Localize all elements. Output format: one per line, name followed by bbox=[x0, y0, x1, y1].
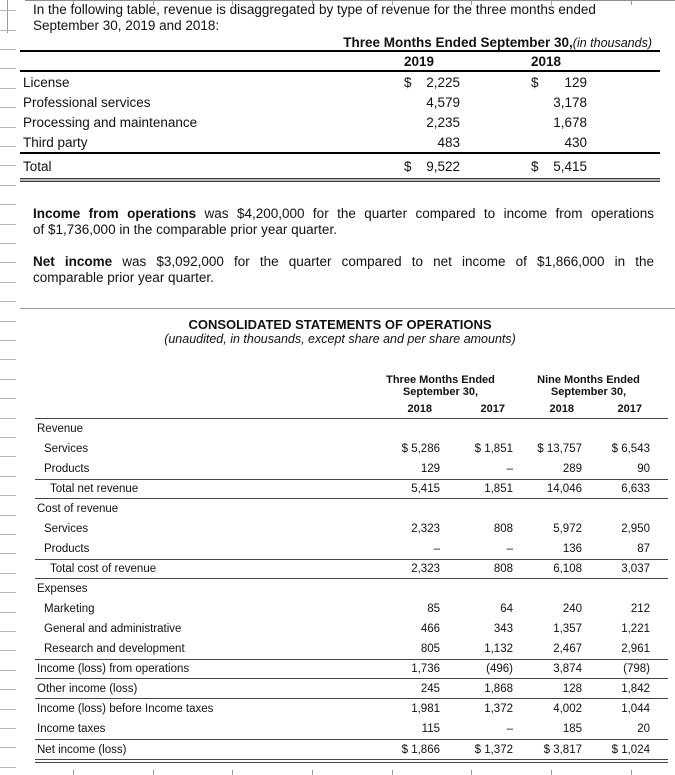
table-cell: 64 bbox=[500, 603, 513, 615]
row-label: Total net revenue bbox=[50, 483, 139, 495]
year-header: 2018 bbox=[549, 402, 574, 415]
cell-value: 483 bbox=[437, 134, 460, 150]
margin-ruled-line bbox=[0, 146, 16, 147]
column-tick-bottom bbox=[312, 770, 313, 775]
margin-ruled-line bbox=[0, 204, 16, 205]
year-column-2019: 2019 bbox=[404, 53, 435, 69]
table-cell: 128 bbox=[562, 682, 582, 695]
cell-value: 2,225 bbox=[426, 74, 460, 90]
cell-value: 129 bbox=[564, 74, 587, 90]
margin-ruled-line bbox=[0, 282, 16, 283]
section-header-row bbox=[35, 499, 668, 519]
table-row bbox=[35, 459, 668, 479]
margin-ruled-line bbox=[0, 88, 16, 89]
row-label: Processing and maintenance bbox=[23, 114, 198, 130]
margin-ruled-line bbox=[0, 728, 16, 729]
table-cell: 2,323 bbox=[411, 563, 440, 575]
table-row bbox=[35, 679, 668, 699]
table-cell: (496) bbox=[486, 663, 513, 675]
margin-ruled-line bbox=[0, 418, 16, 419]
row-label: Products bbox=[44, 463, 90, 475]
cell-value: 1,678 bbox=[553, 114, 587, 130]
table-row bbox=[35, 659, 668, 679]
currency-symbol: $ bbox=[404, 158, 412, 174]
cell-value: 9,522 bbox=[426, 158, 460, 174]
income-from-operations-paragraph: Income from operations was $4,200,000 for the quarter compared to income from operations of $1,736,000 in the comparable prior year quarter. bbox=[33, 206, 654, 237]
revenue-table-body bbox=[20, 72, 660, 152]
table-cell: 3,037 bbox=[621, 563, 650, 575]
cell-value: 430 bbox=[564, 134, 587, 150]
table-row bbox=[35, 739, 668, 759]
table-cell: 1,221 bbox=[621, 623, 650, 635]
margin-ruled-line bbox=[0, 767, 16, 768]
statements-table-body bbox=[35, 419, 668, 763]
margin-ruled-line bbox=[0, 68, 16, 69]
table-row bbox=[35, 439, 668, 459]
statements-year-row bbox=[35, 399, 668, 419]
margin-ruled-line bbox=[0, 10, 16, 11]
table-cell: 808 bbox=[493, 523, 513, 535]
revenue-by-type-table bbox=[20, 36, 660, 182]
row-label: Marketing bbox=[44, 603, 95, 615]
margin-ruled-line bbox=[0, 127, 16, 128]
margin-ruled-line bbox=[0, 398, 16, 399]
table-cell bbox=[404, 95, 460, 110]
row-label: General and administrative bbox=[44, 623, 182, 635]
table-cell: 115 bbox=[421, 723, 440, 735]
table-row bbox=[20, 152, 660, 178]
section-header-row bbox=[35, 579, 668, 599]
table-row bbox=[20, 112, 660, 132]
table-cell: 185 bbox=[562, 723, 582, 735]
table-cell: 1,736 bbox=[411, 663, 440, 675]
margin-ruled-line bbox=[0, 262, 16, 263]
revenue-table-header-note: (in thousands) bbox=[572, 36, 652, 50]
table-cell: $ 5,286 bbox=[401, 443, 440, 455]
intro-paragraph bbox=[33, 2, 654, 34]
table-cell: 6,108 bbox=[553, 563, 582, 575]
net-income-paragraph: Net income was $3,092,000 for the quarter compared to net income of $1,866,000 in the comparable prior year quarter. bbox=[33, 254, 654, 285]
table-cell: $ 13,757 bbox=[537, 443, 582, 455]
table-cell: 1,372 bbox=[484, 703, 513, 715]
table-cell: 1,868 bbox=[484, 682, 513, 695]
margin-ruled-line bbox=[0, 709, 16, 710]
margin-ruled-line bbox=[0, 476, 16, 477]
table-cell: 343 bbox=[493, 623, 513, 635]
three-months-group-header: Three Months Ended September 30, bbox=[386, 374, 495, 398]
margin-ruled-line bbox=[0, 165, 16, 166]
table-cell: 2,961 bbox=[621, 643, 650, 655]
table-cell: 1,044 bbox=[621, 703, 650, 715]
margin-ruled-line bbox=[0, 553, 16, 554]
currency-symbol: $ bbox=[531, 74, 539, 90]
margin-ruled-line bbox=[0, 49, 16, 50]
year-column-2018: 2018 bbox=[531, 53, 562, 69]
table-cell: 240 bbox=[562, 603, 582, 615]
table-cell bbox=[531, 95, 587, 110]
table-cell: 14,046 bbox=[546, 483, 582, 495]
row-label: License bbox=[23, 74, 70, 90]
margin-ruled-line bbox=[0, 515, 16, 516]
table-cell: 136 bbox=[562, 543, 582, 555]
paragraph-lead: Income from operations bbox=[33, 206, 197, 221]
table-cell: 805 bbox=[420, 643, 440, 655]
table-cell: 289 bbox=[562, 463, 582, 475]
cell-value: 2,235 bbox=[426, 114, 460, 130]
margin-ruled-line bbox=[0, 107, 16, 108]
table-cell: – bbox=[506, 543, 513, 555]
section-header-row bbox=[35, 419, 668, 439]
table-cell: (798) bbox=[623, 663, 650, 675]
cell-value: 4,579 bbox=[426, 94, 460, 110]
section-divider-line bbox=[20, 308, 675, 309]
table-cell: 85 bbox=[427, 603, 440, 615]
table-cell: 1,842 bbox=[621, 682, 650, 695]
margin-ruled-line bbox=[0, 689, 16, 690]
table-cell bbox=[404, 135, 460, 150]
table-cell: 1,357 bbox=[553, 623, 582, 635]
table-cell: 3,874 bbox=[553, 663, 582, 675]
table-cell: – bbox=[506, 723, 513, 735]
table-cell bbox=[531, 115, 587, 130]
table-row bbox=[35, 599, 668, 619]
table-cell bbox=[404, 159, 460, 174]
year-header: 2017 bbox=[480, 402, 505, 415]
margin-ruled-line bbox=[0, 612, 16, 613]
table-cell: 466 bbox=[420, 623, 440, 635]
table-cell: 5,415 bbox=[411, 483, 440, 495]
statements-column-group-header bbox=[35, 374, 668, 399]
table-row bbox=[35, 719, 668, 739]
table-row bbox=[35, 479, 668, 499]
table-cell bbox=[404, 75, 460, 90]
column-tick-bottom bbox=[232, 770, 233, 775]
nine-months-group-header: Nine Months Ended September 30, bbox=[537, 374, 640, 398]
column-tick-bottom bbox=[392, 770, 393, 775]
row-label: Income taxes bbox=[37, 723, 106, 735]
margin-ruled-line bbox=[0, 573, 16, 574]
table-cell: 6,633 bbox=[621, 483, 650, 495]
revenue-table-year-row bbox=[20, 52, 660, 72]
table-cell: – bbox=[433, 543, 440, 555]
table-row bbox=[20, 72, 660, 92]
table-row bbox=[35, 559, 668, 579]
row-label: Services bbox=[44, 523, 89, 535]
revenue-table-total bbox=[20, 152, 660, 178]
table-cell: $ 1,866 bbox=[401, 743, 440, 756]
margin-ruled-line bbox=[0, 340, 16, 341]
net-income-double-rule bbox=[35, 759, 668, 763]
margin-ruled-line bbox=[0, 747, 16, 748]
cell-value: 3,178 bbox=[553, 94, 587, 110]
margin-ruled-line bbox=[0, 30, 16, 31]
margin-ruled-line bbox=[0, 456, 16, 457]
row-label: Total cost of revenue bbox=[50, 563, 157, 575]
table-cell bbox=[404, 115, 460, 130]
table-cell: – bbox=[506, 463, 513, 475]
row-label: Professional services bbox=[23, 94, 151, 110]
table-cell: 212 bbox=[630, 603, 650, 615]
row-label: Revenue bbox=[37, 423, 84, 435]
table-cell: $ 3,817 bbox=[543, 743, 582, 756]
intro-line-1: In the following table, revenue is disaggregated by type of revenue for the three months ended bbox=[33, 2, 596, 17]
intro-line-2: September 30, 2019 and 2018: bbox=[33, 18, 220, 33]
margin-ruled-line bbox=[0, 631, 16, 632]
table-cell bbox=[531, 75, 587, 90]
column-tick-bottom bbox=[631, 770, 632, 775]
table-cell: 87 bbox=[637, 543, 650, 555]
row-label: Research and development bbox=[44, 643, 185, 655]
margin-ruled-line bbox=[0, 534, 16, 535]
statements-of-operations-table bbox=[35, 374, 668, 763]
row-label: Income (loss) before Income taxes bbox=[37, 703, 214, 715]
margin-ruled-line bbox=[0, 495, 16, 496]
table-cell: 129 bbox=[420, 463, 440, 475]
table-row bbox=[35, 519, 668, 539]
table-cell: $ 1,372 bbox=[474, 743, 513, 756]
total-double-rule bbox=[20, 178, 660, 182]
margin-ruled-line bbox=[0, 379, 16, 380]
column-tick-bottom bbox=[153, 770, 154, 775]
column-tick-bottom bbox=[73, 770, 74, 775]
row-label: Services bbox=[44, 443, 89, 455]
revenue-table-header bbox=[20, 36, 660, 52]
table-cell: 1,981 bbox=[411, 703, 440, 715]
top-gridline bbox=[25, 0, 675, 1]
table-cell: 808 bbox=[493, 563, 513, 575]
cell-value: 5,415 bbox=[553, 158, 587, 174]
margin-ruled-line bbox=[0, 321, 16, 322]
margin-ruled-line bbox=[0, 185, 16, 186]
table-cell: 4,002 bbox=[553, 703, 582, 715]
year-header: 2017 bbox=[617, 402, 642, 415]
column-tick-bottom bbox=[551, 770, 552, 775]
row-label: Income (loss) from operations bbox=[37, 663, 190, 675]
table-cell: 1,132 bbox=[484, 643, 513, 655]
row-label: Expenses bbox=[37, 583, 88, 595]
margin-ruled-line bbox=[0, 670, 16, 671]
table-cell: 245 bbox=[420, 682, 440, 695]
table-cell: 1,851 bbox=[484, 483, 513, 495]
margin-ruled-line bbox=[0, 243, 16, 244]
table-cell: $ 6,543 bbox=[611, 443, 650, 455]
paragraph-lead: Net income bbox=[33, 254, 113, 269]
table-cell: $ 1,851 bbox=[474, 443, 513, 455]
table-row bbox=[35, 619, 668, 639]
row-label: Net income (loss) bbox=[37, 743, 127, 756]
table-cell: 2,950 bbox=[621, 523, 650, 535]
table-cell: 90 bbox=[637, 463, 650, 475]
year-header: 2018 bbox=[407, 402, 432, 415]
table-cell: $ 1,024 bbox=[611, 743, 650, 756]
margin-ruled-line bbox=[0, 224, 16, 225]
row-label: Third party bbox=[23, 134, 88, 150]
margin-ruled-line bbox=[0, 592, 16, 593]
column-tick-bottom bbox=[471, 770, 472, 775]
table-row bbox=[35, 539, 668, 559]
table-row bbox=[35, 639, 668, 659]
table-cell bbox=[531, 159, 587, 174]
row-label: Cost of revenue bbox=[37, 503, 119, 515]
statements-subtitle: (unaudited, in thousands, except share and per share amounts) bbox=[164, 332, 516, 346]
left-column-gridline bbox=[7, 0, 8, 33]
table-cell: 5,972 bbox=[553, 523, 582, 535]
row-label: Products bbox=[44, 543, 90, 555]
revenue-table-header-title: Three Months Ended September 30, bbox=[343, 35, 573, 50]
table-row bbox=[20, 92, 660, 112]
margin-ruled-line bbox=[0, 359, 16, 360]
table-cell: 20 bbox=[637, 723, 650, 735]
currency-symbol: $ bbox=[404, 74, 412, 90]
row-label: Other income (loss) bbox=[37, 682, 138, 695]
margin-ruled-line bbox=[0, 301, 16, 302]
table-row bbox=[20, 132, 660, 152]
row-label: Total bbox=[23, 158, 52, 174]
table-cell: 2,467 bbox=[553, 643, 582, 655]
table-cell: 2,323 bbox=[411, 523, 440, 535]
table-cell bbox=[531, 135, 587, 150]
table-row bbox=[35, 699, 668, 719]
margin-ruled-line bbox=[0, 437, 16, 438]
margin-ruled-line bbox=[0, 650, 16, 651]
statements-title: CONSOLIDATED STATEMENTS OF OPERATIONS bbox=[188, 317, 492, 332]
currency-symbol: $ bbox=[531, 158, 539, 174]
